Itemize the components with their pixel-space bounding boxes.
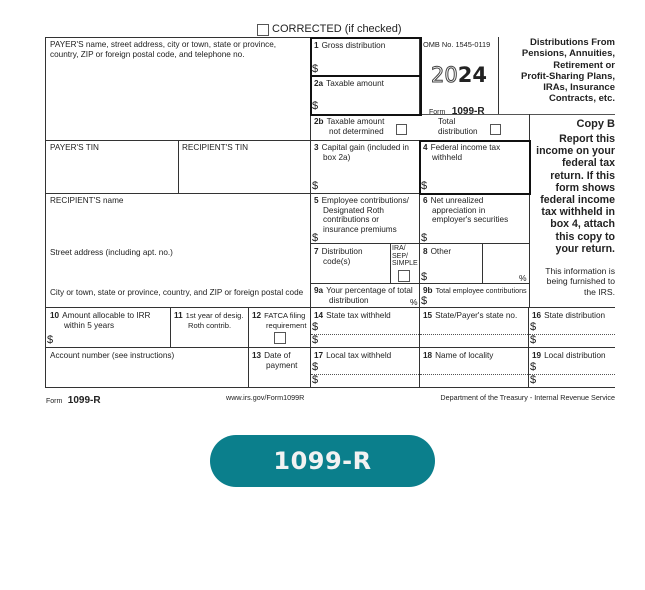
recipient-tin-label: RECIPIENT'S TIN (182, 143, 249, 152)
copy-label: Copy B (576, 118, 615, 130)
box-4-label: 4 Federal income tax withheld (423, 143, 501, 162)
box-14-input-1[interactable] (322, 321, 417, 333)
box-9b-input[interactable] (431, 295, 527, 306)
form-type-badge-label: 1099-R (273, 447, 372, 475)
box-19-input-1[interactable] (540, 361, 615, 373)
account-number-label: Account number (see instructions) (50, 351, 175, 360)
box-10-dollar: $ (47, 334, 54, 346)
street-address-field[interactable] (46, 259, 309, 283)
ira-sep-simple-checkbox[interactable] (398, 270, 410, 282)
footer-form-name: Form 1099-R (46, 395, 101, 406)
box-4-input[interactable] (431, 177, 525, 189)
box-13-label: 13 Date of payment (252, 351, 298, 370)
box-9a-label: 9a Your percentage of total distribution (314, 286, 413, 305)
box-15-input-2[interactable] (421, 335, 526, 346)
grid-line (45, 347, 615, 348)
payer-tin-label: PAYER'S TIN (50, 143, 99, 152)
box-14-dollar-2: $ (312, 334, 319, 346)
box-16-label: 16 State distribution (532, 311, 606, 320)
box-1-dollar: $ (312, 63, 319, 75)
grid-line (498, 37, 499, 114)
total-distribution-checkbox[interactable] (490, 124, 501, 135)
box-17-input-1[interactable] (322, 361, 417, 373)
payer-info-field[interactable] (46, 62, 309, 139)
payer-info-label: PAYER'S name, street address, city or town, state or province, country, ZIP or foreign postal code, and telephone no. (50, 40, 277, 59)
box-5-label: 5 Employee contributions/ Designated Roth contributions or insurance premiums (314, 196, 409, 234)
recipient-name-field[interactable] (46, 207, 309, 243)
box-2b-label: 2b Taxable amount not determined (314, 117, 385, 136)
total-distribution-label: Total distribution (438, 117, 478, 136)
omb-number: OMB No. 1545-0119 (423, 40, 491, 49)
grid-line (45, 387, 615, 388)
box-6-input[interactable] (431, 231, 527, 242)
form-title: Distributions From Pensions, Annuities, Retirement or Profit-Sharing Plans, IRAs, Insurance Contracts, etc. (521, 37, 615, 105)
fatca-checkbox[interactable] (274, 332, 286, 344)
box-9a-percent-sign: % (410, 297, 418, 307)
box-19-input-2[interactable] (540, 375, 615, 386)
grid-line (45, 307, 615, 308)
grid-line (528, 307, 529, 387)
box-2a-dollar: $ (312, 100, 319, 112)
box-14-dollar-1: $ (312, 321, 319, 333)
box-17-input-2[interactable] (322, 375, 417, 386)
box-1-label: 1 Gross distribution (314, 41, 386, 50)
box-18-label: 18 Name of locality (423, 351, 494, 360)
footer-agency: Department of the Treasury - Internal Revenue Service (440, 393, 615, 402)
grid-line (170, 307, 171, 347)
corrected-checkbox[interactable] (257, 24, 269, 36)
box-10-label: 10 Amount allocable to IRR within 5 years (50, 311, 151, 330)
street-address-label: Street address (including apt. no.) (50, 248, 173, 257)
box-3-label: 3 Capital gain (included in box 2a) (314, 143, 409, 162)
grid-line (45, 37, 310, 38)
account-number-field[interactable] (46, 362, 247, 386)
ira-sep-simple-label: IRA/ SEP/ SIMPLE (392, 245, 418, 268)
grid-line (419, 307, 420, 387)
box-8-label: 8 Other (423, 247, 452, 256)
box-19-dollar-2: $ (530, 374, 537, 386)
box-9b-dollar: $ (421, 295, 428, 307)
box-18-input-2[interactable] (421, 375, 526, 386)
copy-instructions: Report this income on your federal tax return. If this form shows federal income tax withheld in box 4, attach this copy to your return. (536, 133, 615, 255)
grid-line (248, 307, 249, 387)
box-6-label: 6 Net unrealized appreciation in employer's securities (423, 196, 509, 225)
box-8-dollar: $ (421, 271, 428, 283)
box-8-percent-sign: % (519, 273, 527, 283)
box-15-label: 15 State/Payer's state no. (423, 311, 518, 320)
box-16-input-2[interactable] (540, 335, 615, 346)
corrected-label: CORRECTED (if checked) (272, 23, 402, 35)
form-type-badge (210, 435, 435, 487)
payer-tin-field[interactable] (46, 155, 177, 192)
box-5-input[interactable] (322, 231, 416, 242)
box-15-input-1[interactable] (421, 321, 526, 333)
tax-year: 2024 (431, 63, 487, 87)
box-11-label: 11 1st year of desig. Roth contrib. (174, 311, 244, 330)
footer-url[interactable]: www.irs.gov/Form1099R (226, 393, 305, 402)
box-9b-label: 9b Total employee contributions (423, 286, 527, 295)
box-16-input-1[interactable] (540, 321, 615, 333)
box-3-dollar: $ (312, 180, 319, 192)
box-5-dollar: $ (312, 232, 319, 244)
recipient-name-label: RECIPIENT'S name (50, 196, 124, 205)
box-8-input[interactable] (431, 268, 481, 282)
box-16-dollar-1: $ (530, 321, 537, 333)
box-2a-label: 2a Taxable amount (314, 79, 384, 88)
city-label: City or town, state or province, country, and ZIP or foreign postal code (50, 288, 304, 297)
box-17-label: 17 Local tax withheld (314, 351, 392, 360)
box-14-input-2[interactable] (322, 335, 417, 346)
recipient-tin-field[interactable] (179, 155, 309, 192)
box-8-percent-input[interactable] (483, 245, 518, 282)
box-19-dollar-1: $ (530, 361, 537, 373)
box-2a-input[interactable] (322, 97, 416, 111)
box-12-label: 12 FATCA filing requirement (252, 311, 307, 330)
box-6-dollar: $ (421, 232, 428, 244)
box-4-dollar: $ (421, 180, 428, 192)
taxable-not-determined-checkbox[interactable] (396, 124, 407, 135)
box-3-input[interactable] (322, 177, 416, 191)
box-18-input-1[interactable] (421, 361, 526, 373)
furnished-note: This information is being furnished to the IRS. (545, 266, 615, 297)
box-10-input[interactable] (57, 332, 168, 346)
form-name-header: Form 1099-R (429, 106, 485, 117)
grid-line (390, 243, 391, 283)
box-7-label: 7 Distribution code(s) (314, 247, 363, 266)
box-16-dollar-2: $ (530, 334, 537, 346)
box-17-dollar-2: $ (312, 374, 319, 386)
box-7-input[interactable] (312, 268, 388, 282)
box-11-input[interactable] (172, 332, 246, 346)
box-19-label: 19 Local distribution (532, 351, 606, 360)
box-9a-input[interactable] (380, 295, 408, 306)
box-14-label: 14 State tax withheld (314, 311, 391, 320)
box-1-input[interactable] (322, 60, 416, 74)
box-17-dollar-1: $ (312, 361, 319, 373)
box-13-input[interactable] (250, 372, 308, 386)
